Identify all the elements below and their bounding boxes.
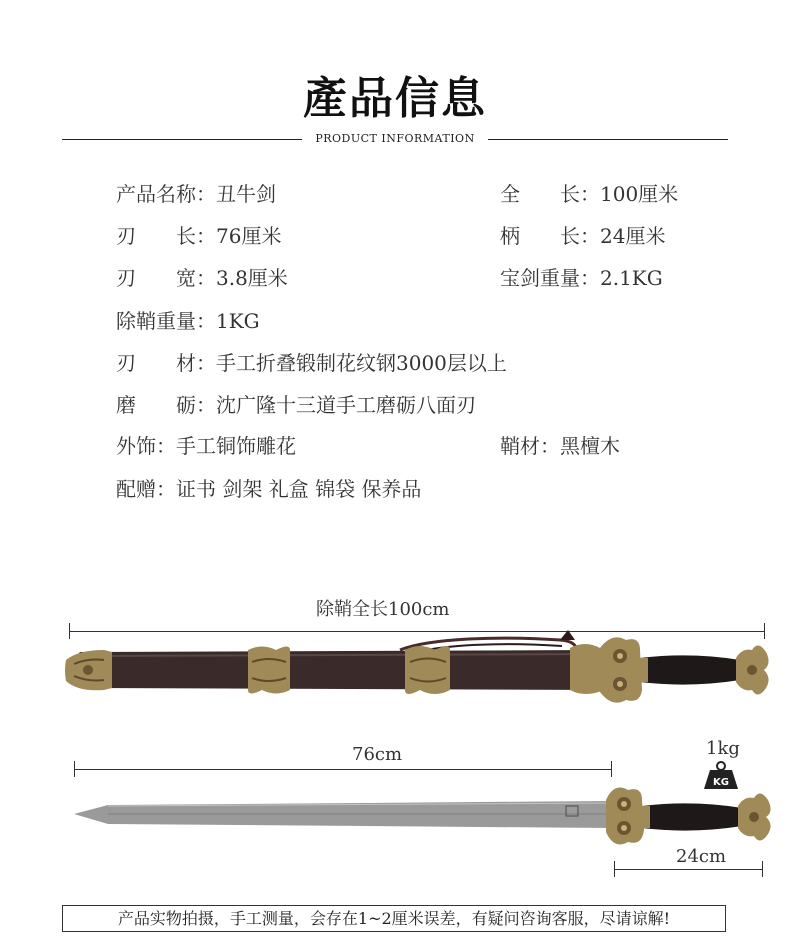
- weight-label: 1kg: [706, 738, 740, 759]
- handle-length-line: [614, 869, 762, 870]
- spec-blade-material: 刃 材：手工折叠锻制花纹钢3000层以上: [116, 351, 507, 375]
- kg-weight-icon-text: KG: [713, 777, 729, 788]
- spec-grinding: 磨 砺：沈广隆十三道手工磨砺八面刃: [116, 393, 476, 417]
- spec-handle-length: 柄 长：24厘米: [500, 224, 666, 248]
- spec-sheath-material: 鞘材：黑檀木: [500, 434, 620, 458]
- spec-total-length: 全 长：100厘米: [500, 182, 679, 206]
- sheathed-length-label: 除鞘全长100cm: [316, 599, 450, 620]
- blade-length-tick-left: [74, 761, 75, 777]
- page-subtitle: PRODUCT INFORMATION: [315, 132, 475, 145]
- page-title: 產品信息: [303, 73, 487, 124]
- spec-blade-length: 刃 长：76厘米: [116, 224, 282, 248]
- spec-decoration: 外饰：手工铜饰雕花: [116, 434, 296, 458]
- spec-gifts: 配赠：证书 剑架 礼盒 锦袋 保养品: [116, 477, 422, 501]
- spec-blade-width: 刃 宽：3.8厘米: [116, 266, 288, 290]
- handle-length-tick-left: [614, 861, 615, 877]
- spec-sword-weight: 宝剑重量：2.1KG: [500, 266, 663, 290]
- unsheathed-sword-image: [74, 788, 771, 845]
- disclaimer-notice: 产品实物拍摄，手工测量，会存在1~2厘米误差，有疑问咨询客服，尽请谅解!: [62, 905, 726, 932]
- blade-length-label-text: 76cm: [352, 744, 403, 765]
- handle-length-tick-right: [762, 861, 763, 877]
- blade-length-tick-right: [611, 761, 612, 777]
- handle-length-label: 24cm: [676, 846, 727, 867]
- spec-name: 产品名称：丑牛剑: [116, 182, 276, 206]
- spec-sheath-weight: 除鞘重量：1KG: [116, 309, 260, 333]
- sheathed-sword-image: [65, 630, 769, 703]
- blade-length-line: [74, 769, 611, 770]
